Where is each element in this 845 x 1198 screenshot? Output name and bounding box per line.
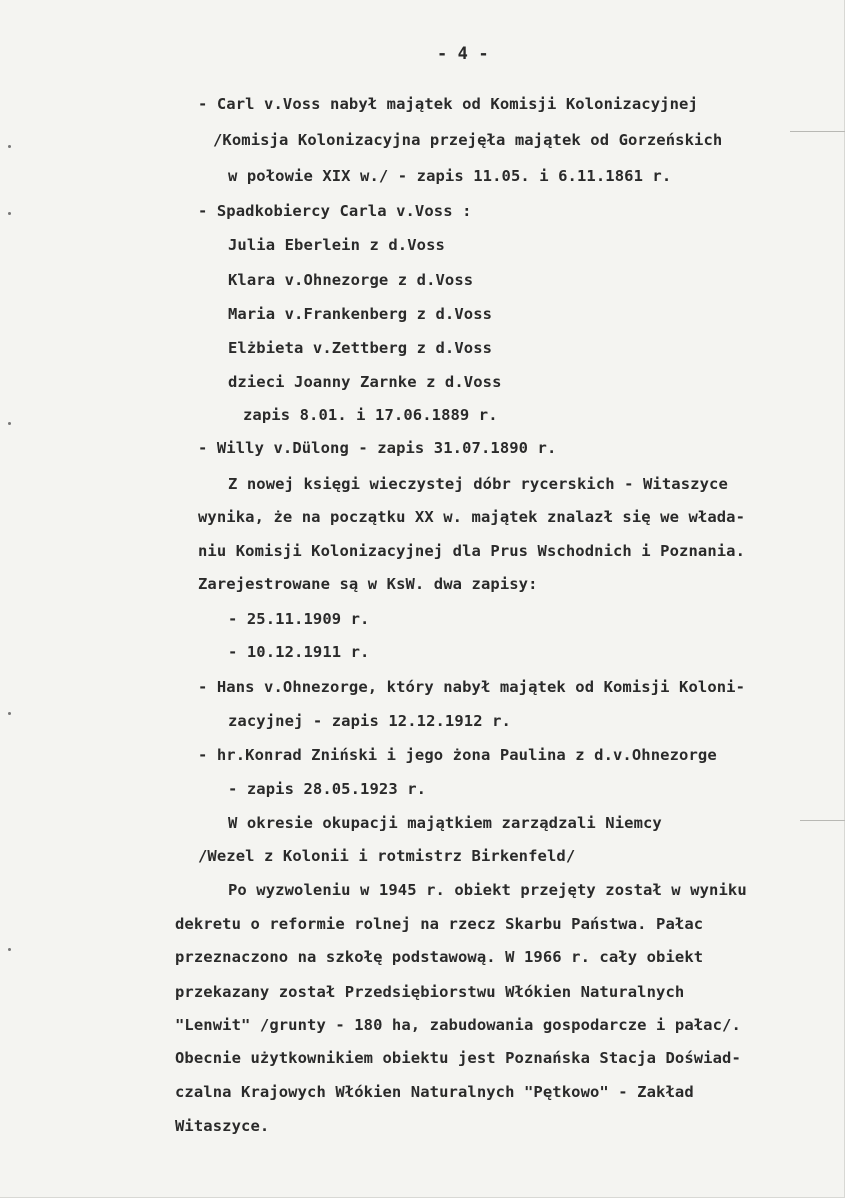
text-line: - Hans v.Ohnezorge, który nabył majątek od Komisji Koloni- [198, 678, 746, 696]
text-line: - 25.11.1909 r. [228, 610, 370, 628]
text-line: Zarejestrowane są w KsW. dwa zapisy: [198, 575, 538, 593]
margin-mark [8, 712, 11, 715]
text-line: - hr.Konrad Zniński i jego żona Paulina z d.v.Ohnezorge [198, 746, 717, 764]
text-line: przekazany został Przedsiębiorstwu Włókien Naturalnych [175, 983, 685, 1001]
text-line: Witaszyce. [175, 1117, 270, 1135]
text-line: czalna Krajowych Włókien Naturalnych "Pętkowo" - Zakład [175, 1083, 694, 1101]
margin-mark [8, 422, 11, 425]
text-line: - 10.12.1911 r. [228, 643, 370, 661]
text-line: - Carl v.Voss nabył majątek od Komisji Kolonizacyjnej [198, 95, 698, 113]
margin-mark [8, 212, 11, 215]
text-line: Klara v.Ohnezorge z d.Voss [228, 271, 474, 289]
text-line: zapis 8.01. i 17.06.1889 r. [243, 406, 498, 424]
text-line: Elżbieta v.Zettberg z d.Voss [228, 339, 493, 357]
text-line: Po wyzwoleniu w 1945 r. obiekt przejęty został w wyniku [228, 881, 747, 899]
page-number: - 4 - [437, 44, 489, 64]
text-line: przeznaczono na szkołę podstawową. W 1966 r. cały obiekt [175, 948, 704, 966]
text-line: /Komisja Kolonizacyjna przejęła majątek od Gorzeńskich [213, 131, 723, 149]
text-line: Maria v.Frankenberg z d.Voss [228, 305, 493, 323]
margin-mark [8, 948, 11, 951]
text-line: Julia Eberlein z d.Voss [228, 236, 445, 254]
text-line: - Willy v.Dülong - zapis 31.07.1890 r. [198, 439, 557, 457]
text-line: - zapis 28.05.1923 r. [228, 780, 427, 798]
text-line: - Spadkobiercy Carla v.Voss : [198, 202, 472, 220]
ruling-line [800, 820, 845, 821]
text-line: W okresie okupacji majątkiem zarządzali Niemcy [228, 814, 662, 832]
text-line: w połowie XIX w./ - zapis 11.05. i 6.11.1861 r. [228, 167, 672, 185]
text-line: zacyjnej - zapis 12.12.1912 r. [228, 712, 511, 730]
text-line: Z nowej księgi wieczystej dóbr rycerskich - Witaszyce [228, 475, 728, 493]
text-line: dzieci Joanny Zarnke z d.Voss [228, 373, 502, 391]
ruling-line [790, 131, 845, 132]
text-line: "Lenwit" /grunty - 180 ha, zabudowania gospodarcze i pałac/. [175, 1016, 741, 1034]
text-line: niu Komisji Kolonizacyjnej dla Prus Wschodnich i Poznania. [198, 542, 746, 560]
margin-mark [8, 145, 11, 148]
text-line: Obecnie użytkownikiem obiektu jest Poznańska Stacja Doświad- [175, 1049, 741, 1067]
text-line: dekretu o reformie rolnej na rzecz Skarbu Państwa. Pałac [175, 915, 704, 933]
text-line: /Wezel z Kolonii i rotmistrz Birkenfeld/ [198, 847, 576, 865]
text-line: wynika, że na początku XX w. majątek znalazł się we włada- [198, 508, 746, 526]
